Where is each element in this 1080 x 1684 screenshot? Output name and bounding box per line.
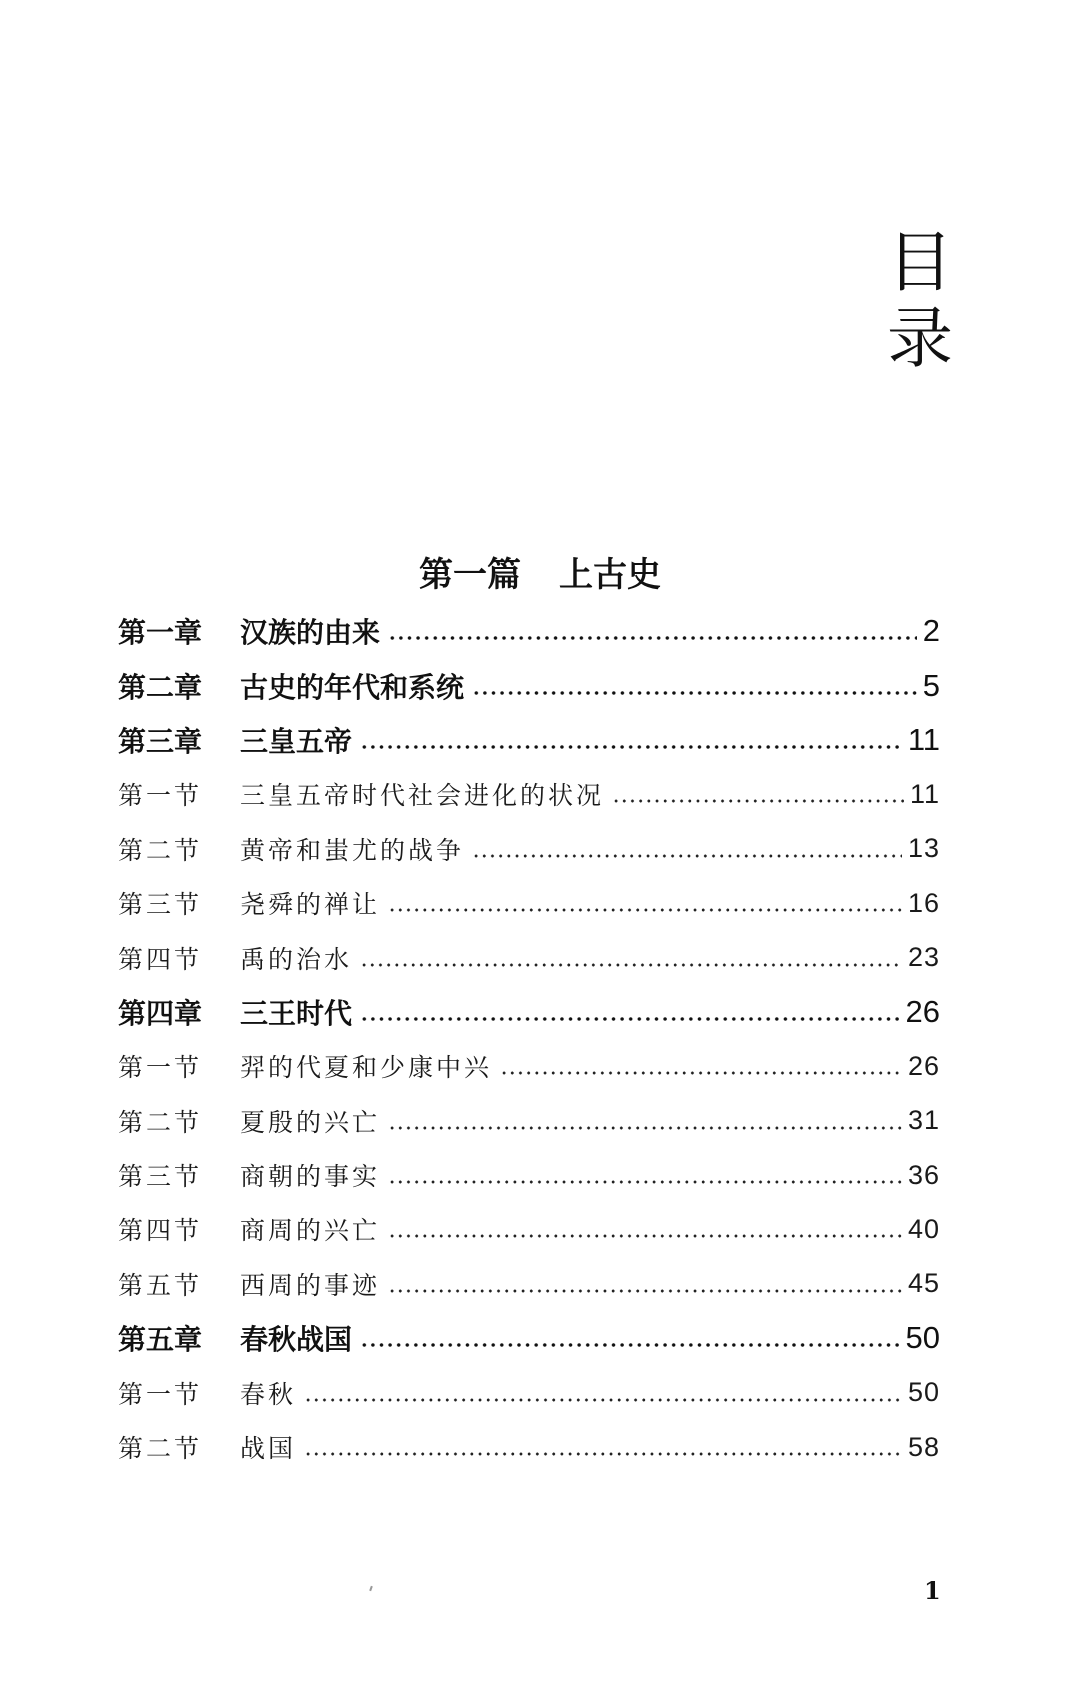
toc-entry-title: 尧舜的禅让 [240,890,381,920]
toc-entry-title: 黄帝和蚩尤的战争 [240,835,465,865]
dot-leader [388,1289,902,1293]
toc-entry-label: 第二节 [118,835,203,865]
toc-entry-label: 第三章 [118,725,203,757]
toc-section-entry[interactable] [118,1094,940,1148]
toc-entry-page: 58 [907,1431,940,1462]
dot-leader [472,691,917,695]
toc-entry-label: 第一节 [118,1379,203,1409]
dot-leader [472,854,902,858]
toc-entry-label: 第五章 [118,1324,203,1356]
toc-entry-label: 第三节 [118,1162,203,1192]
toc-section-entry[interactable] [118,1365,940,1419]
toc-section-entry[interactable] [118,930,940,984]
toc-chapter-entry[interactable] [118,985,940,1039]
toc-entry-title: 三皇五帝时代社会进化的状况 [240,781,605,811]
toc-entry-page: 31 [907,1105,940,1136]
toc-entry-label: 第一节 [118,781,203,811]
toc-entry-label: 第一节 [118,1053,203,1083]
toc-entry-page: 50 [905,1320,940,1356]
dot-leader [304,1452,902,1456]
toc-entry-page: 26 [905,993,940,1029]
toc-section-entry[interactable] [118,1257,940,1311]
dot-leader [360,1343,900,1347]
toc-entry-title: 商周的兴亡 [240,1216,381,1246]
dot-leader [388,1126,902,1130]
toc-entry-page: 23 [907,942,940,973]
part-title [0,550,1080,600]
toc-entry-title: 夏殷的兴亡 [240,1107,381,1137]
part-label: 第一篇 [419,555,521,595]
toc-entry-page: 2 [922,613,940,649]
toc-entry-title: 汉族的由来 [240,617,381,649]
toc-heading [880,225,960,377]
dot-leader [388,636,917,640]
dot-leader [388,908,902,912]
toc-section-entry[interactable] [118,1202,940,1256]
toc-entry-page: 45 [907,1268,940,1299]
toc-entry-page: 13 [907,833,940,864]
toc-entry-title: 古史的年代和系统 [240,671,465,703]
toc-section-entry[interactable] [118,822,940,876]
toc-section-entry[interactable] [118,876,940,930]
dot-leader [360,745,902,749]
toc-entry-page: 5 [922,667,940,703]
toc-chapter-entry[interactable] [118,1311,940,1365]
dot-leader [360,1017,900,1021]
toc-section-entry[interactable] [118,1420,940,1474]
toc-entry-title: 三王时代 [240,997,353,1029]
toc-chapter-entry[interactable] [118,713,940,767]
toc-entry-label: 第二节 [118,1434,203,1464]
toc-entry-page: 11 [909,778,940,809]
toc-chapter-entry[interactable] [118,604,940,658]
toc-entry-page: 11 [907,721,940,757]
toc-entry-label: 第二节 [118,1107,203,1137]
dot-leader [360,963,902,967]
page-number: 1 [924,1576,941,1605]
dot-leader [304,1398,902,1402]
toc-entry-page: 16 [907,887,940,918]
toc-list [118,604,940,1474]
dot-leader [388,1234,902,1238]
toc-entry-label: 第一章 [118,617,203,649]
toc-heading-char: 录 [887,300,953,377]
dot-leader [500,1071,902,1075]
part-name: 上古史 [559,555,661,595]
toc-entry-page: 36 [907,1159,940,1190]
toc-heading-char: 目 [887,224,953,301]
toc-entry-title: 春秋 [240,1379,297,1409]
toc-entry-title: 西周的事迹 [240,1270,381,1300]
toc-entry-label: 第五节 [118,1270,203,1300]
toc-entry-label: 第二章 [118,671,203,703]
toc-section-entry[interactable] [118,1148,940,1202]
toc-entry-label: 第四章 [118,997,203,1029]
dot-leader [612,799,904,803]
toc-section-entry[interactable] [118,1039,940,1093]
toc-entry-page: 40 [907,1213,940,1244]
toc-entry-title: 商朝的事实 [240,1162,381,1192]
toc-entry-title: 战国 [240,1434,297,1464]
toc-chapter-entry[interactable] [118,658,940,712]
toc-entry-title: 羿的代夏和少康中兴 [240,1053,493,1083]
toc-entry-page: 26 [907,1050,940,1081]
toc-entry-label: 第四节 [118,1216,203,1246]
toc-entry-title: 禹的治水 [240,944,353,974]
toc-entry-page: 50 [907,1377,940,1408]
scan-speck [369,1586,373,1591]
toc-entry-title: 春秋战国 [240,1324,353,1356]
toc-entry-title: 三皇五帝 [240,725,353,757]
toc-entry-label: 第四节 [118,944,203,974]
toc-entry-label: 第三节 [118,890,203,920]
dot-leader [388,1180,902,1184]
toc-section-entry[interactable] [118,767,940,821]
